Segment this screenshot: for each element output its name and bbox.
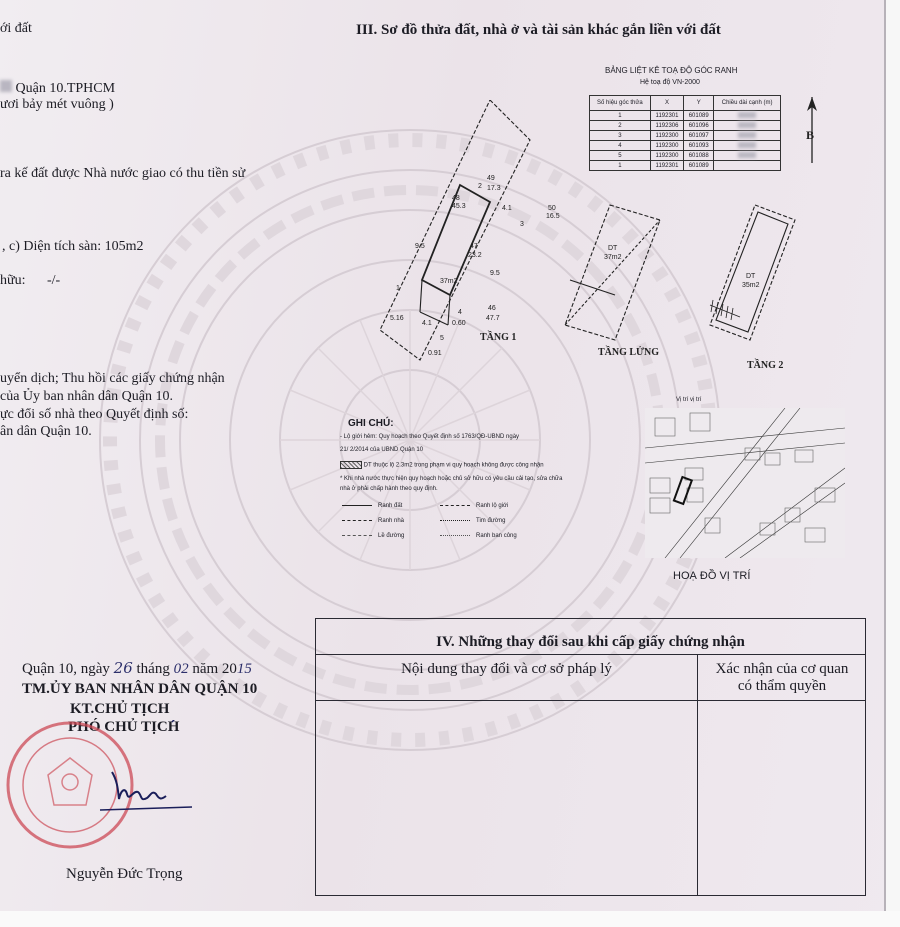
area-words: ươi bảy mét vuông ) xyxy=(0,97,114,112)
coord-x: 1192301 xyxy=(650,161,683,171)
legend-label: Lề đường xyxy=(378,533,405,539)
floor-plans xyxy=(360,100,820,390)
coord-id: 3 xyxy=(590,131,651,141)
coord-id: 1 xyxy=(590,111,651,121)
ownership-value: -/- xyxy=(47,273,61,288)
plan-label: 9.5 xyxy=(490,270,500,277)
note-3b: nhà ở phải chấp hành theo quy định. xyxy=(340,486,438,492)
changes-line-4: ân dân Quận 10. xyxy=(0,424,92,439)
coord-id: 1 xyxy=(590,161,651,171)
date-year-label: năm 20 xyxy=(192,661,237,677)
changes-header-row xyxy=(316,654,865,701)
legend-label: Ranh lộ giới xyxy=(476,503,509,509)
plan-label: 0.60 xyxy=(452,320,466,327)
coord-y: 601089 xyxy=(684,161,714,171)
coord-id: 4 xyxy=(590,141,651,151)
date-prefix: Quận 10, ngày xyxy=(22,661,110,677)
location-title: HOẠ ĐỒ VỊ TRÍ xyxy=(673,570,751,582)
coord-y: 601097 xyxy=(684,131,714,141)
changes-line-1: uyển dịch; Thu hồi các giấy chứng nhận xyxy=(0,371,225,386)
legend-item xyxy=(342,533,404,539)
plan-label: 9.5 xyxy=(415,243,425,250)
plan-label: 46 xyxy=(488,305,496,312)
hatch-swatch-icon xyxy=(340,461,362,469)
legend-item xyxy=(440,503,508,509)
note-1: - Lộ giới hẻm: Quy hoạch theo Quyết định số 1763/QĐ-UBND ngày xyxy=(340,434,520,440)
coord-y: 601089 xyxy=(684,111,714,121)
note-2-text: DT thuộc lộ 2.3m2 trong phạm vi quy hoạch không được công nhận xyxy=(363,462,544,469)
role-2: PHÓ CHỦ TỊCH xyxy=(68,719,180,735)
date-day: 26 xyxy=(113,659,133,677)
plan-label: 48 xyxy=(452,195,460,202)
plan-label: 0.91 xyxy=(428,350,442,357)
coord-x: 1192301 xyxy=(650,111,683,121)
plan-label: 47.7 xyxy=(486,315,500,322)
floor2-label: TẦNG 2 xyxy=(747,360,784,371)
note-3: * Khi nhà nước thực hiện quy hoạch hoặc chủ sở hữu có yêu cầu cải tạo, sửa chữa xyxy=(340,476,563,482)
left-top-fragment: ới đất xyxy=(0,21,32,36)
confirm-line-1: Xác nhận của cơ quan xyxy=(715,661,849,677)
location-map xyxy=(645,408,845,558)
plan-label: 50 xyxy=(548,205,556,212)
signer-name: Nguyễn Đức Trọng xyxy=(66,866,183,882)
legend-item xyxy=(342,503,402,509)
coord-y: 601088 xyxy=(684,151,714,161)
coord-x: 1192300 xyxy=(650,141,683,151)
plan-label: 37m2 xyxy=(604,254,622,261)
changes-line-2: của Ủy ban nhân dân Quận 10. xyxy=(0,389,174,404)
location-label: Vị trí vị trí xyxy=(676,397,702,403)
plan-label: DT xyxy=(608,245,618,252)
address-line xyxy=(0,80,115,97)
plan-label: 4 xyxy=(458,309,462,316)
coord-x: 1192300 xyxy=(650,131,683,141)
coord-x: 1192306 xyxy=(650,121,683,131)
note-2 xyxy=(340,461,544,469)
note-1b: 21/ 2/2014 của UBND Quận 10 xyxy=(340,447,424,453)
legend-item xyxy=(342,518,404,524)
plan-label: 1 xyxy=(396,285,400,292)
coord-y: 601093 xyxy=(684,141,714,151)
section4-title: IV. Những thay đổi sau khi cấp giấy chứng nhận xyxy=(316,619,865,655)
plan-label: 35m2 xyxy=(742,282,760,289)
plan-label: DT xyxy=(746,273,756,280)
plan-label: 16.5 xyxy=(546,213,560,220)
plan-label: 45.3 xyxy=(452,203,466,210)
origin-text: ra kế đất được Nhà nước giao có thu tiền sử xyxy=(0,166,246,181)
plan-label: 23.2 xyxy=(468,252,482,259)
address-text: Quận 10.TPHCM xyxy=(15,81,116,96)
changes-col-confirm xyxy=(699,661,865,695)
coord-header-id: Số hiệu góc thửa xyxy=(590,96,651,111)
plan-label: 2 xyxy=(478,183,482,190)
coord-id: 2 xyxy=(590,121,651,131)
org-name: TM.ỦY BAN NHÂN DÂN QUẬN 10 xyxy=(22,681,258,697)
page-bottom-edge xyxy=(0,911,900,927)
legend-item xyxy=(440,518,505,524)
date-month: 02 xyxy=(173,661,189,677)
official-seal-stamp xyxy=(0,720,210,860)
coord-table-title: BẢNG LIỆT KÊ TOẠ ĐỘ GÓC RANH xyxy=(605,66,738,75)
plan-label: 37m2 xyxy=(440,278,458,285)
page-edge xyxy=(884,0,900,927)
plan-label: 17.3 xyxy=(487,185,501,192)
changes-line-3: ực đổi số nhà theo Quyết định số: xyxy=(0,407,189,422)
date-year: 15 xyxy=(236,661,252,677)
coord-system: Hệ toạ độ VN-2000 xyxy=(640,79,700,86)
notes-title: GHI CHÚ: xyxy=(348,418,394,429)
legend-item xyxy=(440,533,517,539)
coord-x: 1192300 xyxy=(650,151,683,161)
legend-label: Ranh nhà xyxy=(378,518,405,524)
plan-label: 3 xyxy=(520,221,524,228)
plan-label: 4.1 xyxy=(422,320,432,327)
changes-col-content: Nội dung thay đổi và cơ sở pháp lý xyxy=(401,661,612,677)
coord-id: 5 xyxy=(590,151,651,161)
section3-title: III. Sơ đồ thửa đất, nhà ở và tài sản khác gắn liền với đất xyxy=(356,22,721,38)
plan-label: 49 xyxy=(487,175,495,182)
coord-y: 601096 xyxy=(684,121,714,131)
plan-label: 4.1 xyxy=(502,205,512,212)
plan-label: 5 xyxy=(440,335,444,342)
date-month-label: tháng xyxy=(136,661,170,677)
ownership-label: hữu: xyxy=(0,273,26,288)
confirm-line-2: có thẩm quyền xyxy=(737,678,827,694)
legend-label: Ranh đất xyxy=(378,503,403,509)
floor-area: , c) Diện tích sàn: 105m2 xyxy=(2,239,144,254)
coord-header-len: Chiều dài cạnh (m) xyxy=(714,96,781,111)
plan-label: 47 xyxy=(470,243,478,250)
coord-header-y: Y xyxy=(684,96,714,111)
floor1-label: TẦNG 1 xyxy=(480,332,517,343)
coord-header-x: X xyxy=(650,96,683,111)
legend-label: Ranh ban công xyxy=(476,533,517,539)
role-1: KT.CHỦ TỊCH xyxy=(70,701,170,717)
north-label: B xyxy=(806,128,815,142)
legend-label: Tim đường xyxy=(476,518,506,524)
issue-date xyxy=(22,659,252,678)
plan-label: 5.16 xyxy=(390,315,404,322)
mezz-label: TẦNG LỬNG xyxy=(598,347,660,358)
column-divider xyxy=(697,654,698,895)
redacted-mark xyxy=(0,80,12,92)
changes-table xyxy=(315,618,866,896)
